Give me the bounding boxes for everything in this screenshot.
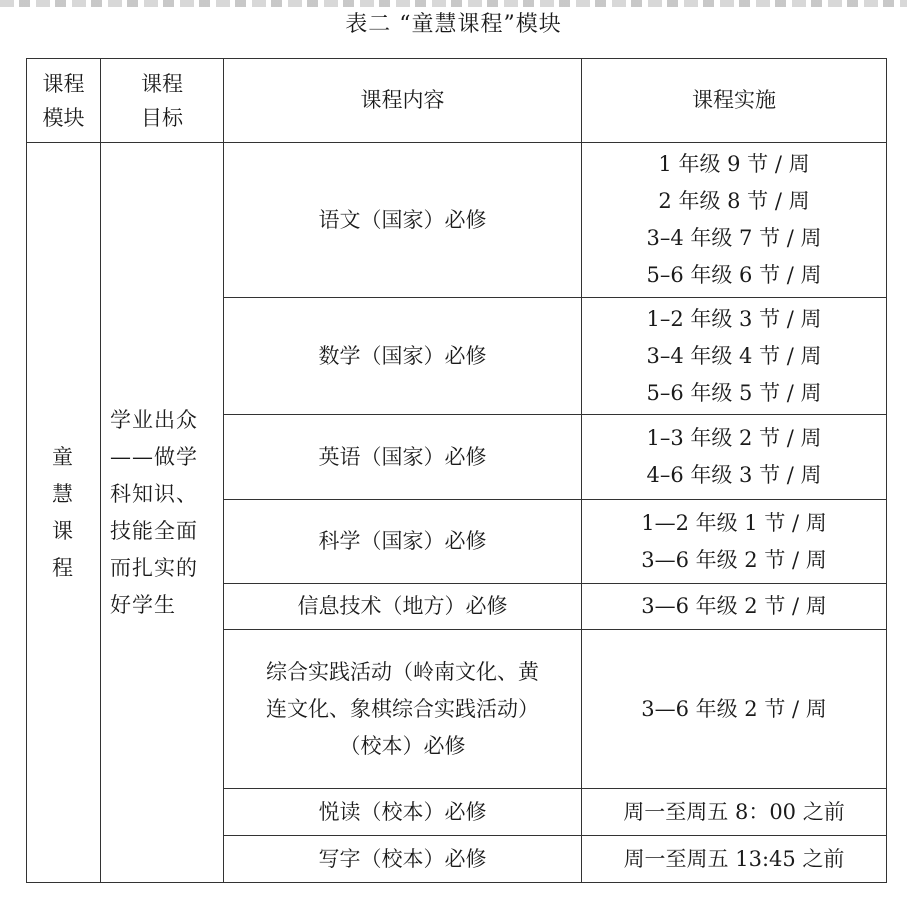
header-content: 课程内容 [224, 59, 582, 143]
content-cell: 科学（国家）必修 [224, 500, 582, 584]
content-cell: 综合实践活动（岭南文化、黄 连文化、象棋综合实践活动） （校本）必修 [224, 630, 582, 789]
content-cell: 写字（校本）必修 [224, 836, 582, 883]
schedule-cell: 1—2 年级 1 节 / 周 3—6 年级 2 节 / 周 [582, 500, 887, 584]
schedule-cell: 1–2 年级 3 节 / 周 3–4 年级 4 节 / 周 5–6 年级 5 节 / 周 [582, 298, 887, 415]
goal-cell: 学业出众 ——做学 科知识、 技能全面 而扎实的 好学生 [101, 143, 224, 883]
course-table [26, 58, 887, 883]
schedule-cell: 周一至周五 8：00 之前 [582, 789, 887, 836]
header-row [27, 59, 887, 143]
content-cell: 英语（国家）必修 [224, 415, 582, 500]
content-cell: 语文（国家）必修 [224, 143, 582, 298]
table-title: 表二 “童慧课程”模块 [345, 12, 562, 37]
content-cell: 数学（国家）必修 [224, 298, 582, 415]
schedule-cell: 周一至周五 13:45 之前 [582, 836, 887, 883]
module-cell: 童 慧 课 程 [27, 143, 101, 883]
schedule-cell: 3—6 年级 2 节 / 周 [582, 584, 887, 630]
header-module: 课程 模块 [27, 59, 101, 143]
schedule-cell: 1–3 年级 2 节 / 周 4–6 年级 3 节 / 周 [582, 415, 887, 500]
header-goal: 课程 目标 [101, 59, 224, 143]
header-schedule: 课程实施 [582, 59, 887, 143]
schedule-cell: 1 年级 9 节 / 周 2 年级 8 节 / 周 3–4 年级 7 节 / 周 5–6 年级 6 节 / 周 [582, 143, 887, 298]
content-cell: 悦读（校本）必修 [224, 789, 582, 836]
cropped-text-strip [0, 0, 907, 7]
schedule-cell: 3—6 年级 2 节 / 周 [582, 630, 887, 789]
table-row [27, 143, 887, 298]
content-cell: 信息技术（地方）必修 [224, 584, 582, 630]
